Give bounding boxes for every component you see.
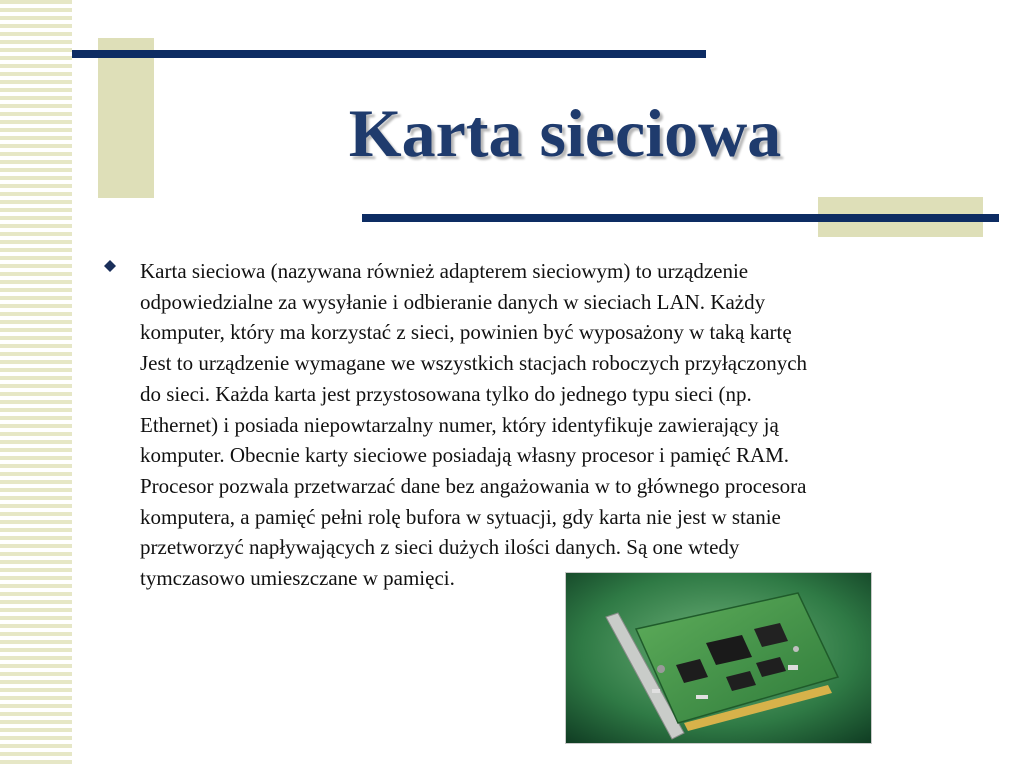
top-accent-block <box>98 38 154 198</box>
left-stripe-decoration <box>0 0 72 768</box>
diamond-bullet-icon <box>104 260 116 272</box>
bullet-text: Karta sieciowa (nazywana również adapterem sieciowym) to urządzenie odpowiedzialne za wysyłanie i odbieranie danych w sieciach LAN. Każdy komputer, który ma korzystać z sieci, powinien być wyposażony w taką kartę Jest to urządzenie wymagane we wszystkich stacjach roboczych przyłączonych do sieci. Każda karta jest przystosowana tylko do jednego typu sieci (np. Ethernet) i posiada niepowtarzalny numer, który identyfikuje zawierający ją komputer. Obecnie karty sieciowe posiadają własny procesor i pamięć RAM. Procesor pozwala przetwarzać dane bez angażowania w to głównego procesora komputera, a pamięć pełni rolę bufora w sytuacji, gdy karta nie jest w stanie przetworzyć napływających z sieci dużych ilości danych. Są one wtedy tymczasowo umieszczane w pamięci. <box>140 259 808 591</box>
network-card-image <box>565 572 872 744</box>
bottom-rule <box>362 214 999 222</box>
slide-title: Karta sieciowa <box>348 95 782 171</box>
top-rule <box>72 50 706 58</box>
